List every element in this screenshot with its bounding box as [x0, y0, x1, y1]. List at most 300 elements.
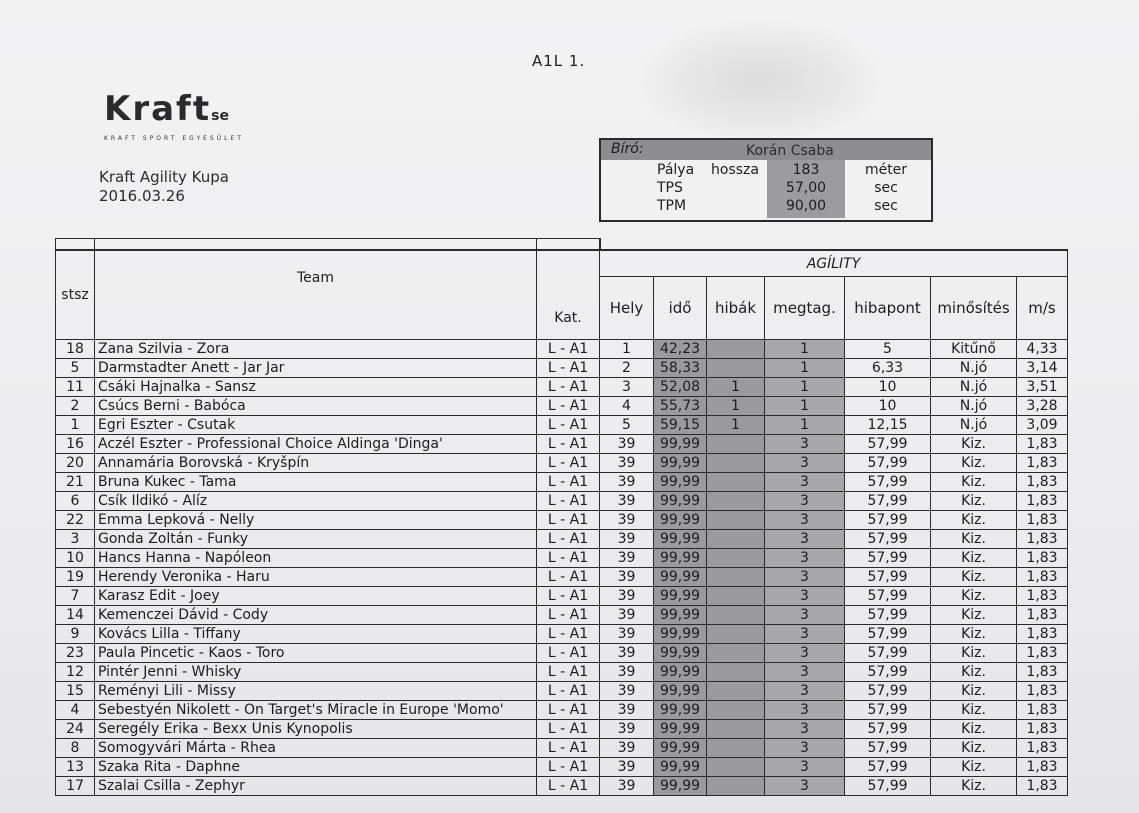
cell-ms: 3,28	[1017, 397, 1068, 416]
cell-kat: L - A1	[537, 701, 600, 720]
cell-minosites: Kiz.	[931, 530, 1017, 549]
cell-ido: 99,99	[654, 530, 707, 549]
cell-hibapont: 57,99	[845, 492, 931, 511]
cell-ido: 99,99	[654, 663, 707, 682]
cell-ms: 1,83	[1017, 492, 1068, 511]
cell-stsz: 23	[56, 644, 95, 663]
cell-ms: 1,83	[1017, 644, 1068, 663]
table-row	[56, 416, 1068, 435]
table-row	[56, 549, 1068, 568]
table-row	[56, 663, 1068, 682]
cell-stsz: 15	[56, 682, 95, 701]
cell-hely: 39	[600, 606, 654, 625]
cell-stsz: 8	[56, 739, 95, 758]
cell-hibak	[707, 720, 765, 739]
cell-hely: 39	[600, 492, 654, 511]
table-row	[56, 644, 1068, 663]
cell-hely: 2	[600, 359, 654, 378]
cell-minosites: Kiz.	[931, 663, 1017, 682]
cell-ido: 99,99	[654, 720, 707, 739]
cell-minosites: Kiz.	[931, 682, 1017, 701]
cell-ms: 1,83	[1017, 682, 1068, 701]
event-date: 2016.03.26	[99, 187, 185, 205]
judge-row-unit: sec	[874, 198, 898, 214]
cell-kat: L - A1	[537, 530, 600, 549]
cell-minosites: Kiz.	[931, 720, 1017, 739]
cell-hibapont: 10	[845, 378, 931, 397]
cell-kat: L - A1	[537, 587, 600, 606]
cell-hibak	[707, 625, 765, 644]
cell-team: Hancs Hanna - Napóleon	[95, 549, 537, 568]
cell-ms: 1,83	[1017, 530, 1068, 549]
cell-ido: 99,99	[654, 758, 707, 777]
table-row	[56, 511, 1068, 530]
cell-kat: L - A1	[537, 378, 600, 397]
cell-hely: 5	[600, 416, 654, 435]
cell-hibak	[707, 530, 765, 549]
cell-hibak	[707, 568, 765, 587]
cell-team: Reményi Lili - Missy	[95, 682, 537, 701]
judge-row-value: 57,00	[785, 180, 827, 196]
table-row	[56, 777, 1068, 796]
cell-ido: 99,99	[654, 682, 707, 701]
cell-kat: L - A1	[537, 435, 600, 454]
cell-stsz: 17	[56, 777, 95, 796]
cell-ms: 1,83	[1017, 739, 1068, 758]
cell-hely: 39	[600, 568, 654, 587]
cell-ido: 55,73	[654, 397, 707, 416]
cell-hibapont: 57,99	[845, 682, 931, 701]
cell-team: Gonda Zoltán - Funky	[95, 530, 537, 549]
cell-ms: 1,83	[1017, 473, 1068, 492]
table-row	[56, 340, 1068, 359]
col-header-stsz: stsz	[56, 250, 95, 340]
cell-minosites: Kiz.	[931, 625, 1017, 644]
judge-row-tpm	[601, 198, 931, 216]
group-header-agility: AGÍLITY	[600, 250, 1068, 277]
cell-stsz: 19	[56, 568, 95, 587]
cell-stsz: 4	[56, 701, 95, 720]
cell-megtag: 1	[765, 340, 845, 359]
cell-ms: 1,83	[1017, 606, 1068, 625]
judge-row-label: TPS	[657, 180, 683, 196]
cell-hibak	[707, 701, 765, 720]
cell-ms: 3,09	[1017, 416, 1068, 435]
cell-kat: L - A1	[537, 397, 600, 416]
table-row	[56, 720, 1068, 739]
cell-kat: L - A1	[537, 549, 600, 568]
cell-stsz: 3	[56, 530, 95, 549]
cell-kat: L - A1	[537, 720, 600, 739]
cell-minosites: Kiz.	[931, 568, 1017, 587]
cell-megtag: 3	[765, 587, 845, 606]
cell-hibak	[707, 739, 765, 758]
cell-hibak	[707, 644, 765, 663]
cell-stsz: 21	[56, 473, 95, 492]
cell-stsz: 12	[56, 663, 95, 682]
logo-word: Kraft	[104, 89, 212, 129]
cell-hibak	[707, 549, 765, 568]
cell-kat: L - A1	[537, 644, 600, 663]
cell-hibapont: 57,99	[845, 701, 931, 720]
cell-team: Szalai Csilla - Zephyr	[95, 777, 537, 796]
cell-hibak	[707, 454, 765, 473]
cell-team: Emma Lepková - Nelly	[95, 511, 537, 530]
cell-megtag: 1	[765, 359, 845, 378]
cell-hibapont: 57,99	[845, 720, 931, 739]
table-row	[56, 682, 1068, 701]
cell-hibapont: 57,99	[845, 587, 931, 606]
col-header-kat: Kat.	[537, 250, 600, 340]
judge-row-course	[601, 162, 931, 180]
cell-hely: 39	[600, 549, 654, 568]
event-info	[99, 168, 229, 206]
cell-stsz: 22	[56, 511, 95, 530]
cell-team: Kovács Lilla - Tiffany	[95, 625, 537, 644]
table-row	[56, 473, 1068, 492]
cell-hely: 39	[600, 454, 654, 473]
cell-team: Zana Szilvia - Zora	[95, 340, 537, 359]
cell-ido: 99,99	[654, 473, 707, 492]
table-row	[56, 435, 1068, 454]
cell-megtag: 3	[765, 549, 845, 568]
cell-team: Aczél Eszter - Professional Choice Aldinga 'Dinga'	[95, 435, 537, 454]
cell-stsz: 6	[56, 492, 95, 511]
cell-minosites: N.jó	[931, 359, 1017, 378]
cell-hibak	[707, 682, 765, 701]
results-table	[55, 238, 1068, 796]
cell-minosites: Kiz.	[931, 606, 1017, 625]
cell-ms: 1,83	[1017, 625, 1068, 644]
judge-row-value: 183	[792, 162, 820, 178]
cell-megtag: 1	[765, 416, 845, 435]
cell-hibak	[707, 359, 765, 378]
cell-kat: L - A1	[537, 359, 600, 378]
cell-megtag: 3	[765, 720, 845, 739]
cell-ido: 99,99	[654, 568, 707, 587]
cell-ms: 1,83	[1017, 549, 1068, 568]
table-row	[56, 758, 1068, 777]
cell-team: Sebestyén Nikolett - On Target's Miracle in Europe 'Momo'	[95, 701, 537, 720]
cell-hibak	[707, 492, 765, 511]
cell-stsz: 1	[56, 416, 95, 435]
col-header-ido: idő	[654, 277, 707, 340]
cell-hibapont: 12,15	[845, 416, 931, 435]
cell-hibapont: 57,99	[845, 435, 931, 454]
cell-megtag: 3	[765, 454, 845, 473]
cell-hibapont: 5	[845, 340, 931, 359]
judge-row-label: Pálya	[657, 162, 695, 178]
cell-ido: 99,99	[654, 454, 707, 473]
cell-ido: 52,08	[654, 378, 707, 397]
cell-hely: 39	[600, 511, 654, 530]
cell-kat: L - A1	[537, 606, 600, 625]
cell-team: Csík Ildikó - Alíz	[95, 492, 537, 511]
cell-hibak	[707, 435, 765, 454]
cell-team: Kemenczei Dávid - Cody	[95, 606, 537, 625]
cell-stsz: 13	[56, 758, 95, 777]
cell-kat: L - A1	[537, 568, 600, 587]
cell-ms: 1,83	[1017, 701, 1068, 720]
cell-hibapont: 10	[845, 397, 931, 416]
cell-hely: 39	[600, 701, 654, 720]
cell-megtag: 3	[765, 568, 845, 587]
cell-team: Csúcs Berni - Babóca	[95, 397, 537, 416]
table-group-row	[56, 250, 1068, 277]
cell-hibapont: 57,99	[845, 739, 931, 758]
cell-megtag: 1	[765, 378, 845, 397]
cell-stsz: 5	[56, 359, 95, 378]
cell-ms: 3,14	[1017, 359, 1068, 378]
cell-kat: L - A1	[537, 758, 600, 777]
cell-megtag: 3	[765, 511, 845, 530]
cell-ido: 99,99	[654, 511, 707, 530]
cell-megtag: 3	[765, 530, 845, 549]
event-title: Kraft Agility Kupa	[99, 168, 229, 186]
cell-stsz: 14	[56, 606, 95, 625]
cell-kat: L - A1	[537, 340, 600, 359]
cell-hely: 39	[600, 682, 654, 701]
cell-megtag: 1	[765, 397, 845, 416]
col-header-megtag: megtag.	[765, 277, 845, 340]
cell-hely: 3	[600, 378, 654, 397]
cell-ido: 58,33	[654, 359, 707, 378]
cell-minosites: Kiz.	[931, 758, 1017, 777]
cell-minosites: N.jó	[931, 416, 1017, 435]
cell-minosites: N.jó	[931, 397, 1017, 416]
cell-hibak	[707, 340, 765, 359]
cell-hely: 39	[600, 777, 654, 796]
cell-stsz: 24	[56, 720, 95, 739]
cell-megtag: 3	[765, 435, 845, 454]
cell-hibak	[707, 473, 765, 492]
cell-stsz: 16	[56, 435, 95, 454]
table-spacer-row	[56, 239, 1068, 251]
cell-hibak	[707, 663, 765, 682]
cell-hely: 39	[600, 473, 654, 492]
cell-hibapont: 57,99	[845, 530, 931, 549]
cell-hely: 4	[600, 397, 654, 416]
cell-ido: 99,99	[654, 701, 707, 720]
cell-stsz: 11	[56, 378, 95, 397]
cell-hely: 39	[600, 644, 654, 663]
table-row	[56, 397, 1068, 416]
cell-hibak	[707, 758, 765, 777]
cell-kat: L - A1	[537, 777, 600, 796]
cell-megtag: 3	[765, 492, 845, 511]
cell-hibapont: 57,99	[845, 568, 931, 587]
cell-kat: L - A1	[537, 682, 600, 701]
cell-team: Darmstadter Anett - Jar Jar	[95, 359, 537, 378]
cell-megtag: 3	[765, 644, 845, 663]
table-row	[56, 739, 1068, 758]
logo-suffix: se	[211, 108, 229, 124]
cell-ms: 1,83	[1017, 435, 1068, 454]
judge-box	[599, 138, 933, 222]
results-body	[56, 340, 1068, 796]
paper-smudge	[640, 20, 880, 140]
col-header-hibak: hibák	[707, 277, 765, 340]
cell-hibak	[707, 777, 765, 796]
cell-minosites: Kiz.	[931, 473, 1017, 492]
table-row	[56, 568, 1068, 587]
cell-hely: 39	[600, 739, 654, 758]
table-row	[56, 701, 1068, 720]
cell-ms: 1,83	[1017, 777, 1068, 796]
cell-minosites: Kiz.	[931, 739, 1017, 758]
cell-hibak	[707, 587, 765, 606]
cell-ms: 1,83	[1017, 663, 1068, 682]
cell-team: Paula Pincetic - Kaos - Toro	[95, 644, 537, 663]
cell-ms: 1,83	[1017, 720, 1068, 739]
cell-team: Seregély Erika - Bexx Unis Kynopolis	[95, 720, 537, 739]
cell-kat: L - A1	[537, 663, 600, 682]
cell-hibapont: 57,99	[845, 511, 931, 530]
cell-hibapont: 57,99	[845, 758, 931, 777]
cell-ido: 99,99	[654, 739, 707, 758]
cell-kat: L - A1	[537, 625, 600, 644]
cell-stsz: 7	[56, 587, 95, 606]
cell-kat: L - A1	[537, 511, 600, 530]
cell-team: Szaka Rita - Daphne	[95, 758, 537, 777]
cell-team: Karasz Edit - Joey	[95, 587, 537, 606]
cell-ms: 4,33	[1017, 340, 1068, 359]
cell-ido: 59,15	[654, 416, 707, 435]
judge-row-tps	[601, 180, 931, 198]
cell-ido: 99,99	[654, 644, 707, 663]
cell-team: Herendy Veronika - Haru	[95, 568, 537, 587]
cell-team: Bruna Kukec - Tama	[95, 473, 537, 492]
cell-hely: 39	[600, 720, 654, 739]
cell-megtag: 3	[765, 739, 845, 758]
cell-kat: L - A1	[537, 454, 600, 473]
cell-hibapont: 57,99	[845, 549, 931, 568]
judge-header	[601, 140, 931, 160]
col-header-hibapont: hibapont	[845, 277, 931, 340]
cell-kat: L - A1	[537, 416, 600, 435]
cell-megtag: 3	[765, 625, 845, 644]
cell-hely: 39	[600, 625, 654, 644]
cell-ido: 99,99	[654, 587, 707, 606]
cell-team: Egri Eszter - Csutak	[95, 416, 537, 435]
cell-hibapont: 6,33	[845, 359, 931, 378]
table-row	[56, 492, 1068, 511]
cell-megtag: 3	[765, 701, 845, 720]
table-row	[56, 587, 1068, 606]
table-row	[56, 530, 1068, 549]
cell-kat: L - A1	[537, 739, 600, 758]
table-row	[56, 625, 1068, 644]
cell-ido: 99,99	[654, 435, 707, 454]
cell-ms: 1,83	[1017, 758, 1068, 777]
cell-minosites: Kiz.	[931, 549, 1017, 568]
cell-minosites: Kiz.	[931, 511, 1017, 530]
cell-minosites: Kitűnő	[931, 340, 1017, 359]
cell-ido: 99,99	[654, 492, 707, 511]
cell-stsz: 20	[56, 454, 95, 473]
cell-hibapont: 57,99	[845, 663, 931, 682]
cell-hibak: 1	[707, 378, 765, 397]
cell-hely: 39	[600, 435, 654, 454]
cell-ido: 42,23	[654, 340, 707, 359]
cell-team: Annamária Borovská - Kryšpín	[95, 454, 537, 473]
table-row	[56, 378, 1068, 397]
judge-row-label-b: hossza	[711, 162, 759, 178]
cell-megtag: 3	[765, 473, 845, 492]
cell-hely: 1	[600, 340, 654, 359]
cell-megtag: 3	[765, 758, 845, 777]
cell-ms: 3,51	[1017, 378, 1068, 397]
page-code: A1L 1.	[532, 52, 586, 70]
cell-minosites: Kiz.	[931, 587, 1017, 606]
cell-hibak	[707, 511, 765, 530]
cell-ido: 99,99	[654, 606, 707, 625]
cell-hibapont: 57,99	[845, 777, 931, 796]
cell-stsz: 10	[56, 549, 95, 568]
judge-name: Korán Csaba	[746, 143, 834, 159]
cell-team: Somogyvári Márta - Rhea	[95, 739, 537, 758]
cell-hely: 39	[600, 758, 654, 777]
judge-row-label: TPM	[657, 198, 687, 214]
table-row	[56, 606, 1068, 625]
cell-ido: 99,99	[654, 549, 707, 568]
cell-kat: L - A1	[537, 473, 600, 492]
cell-megtag: 3	[765, 777, 845, 796]
cell-hibapont: 57,99	[845, 625, 931, 644]
cell-hibapont: 57,99	[845, 473, 931, 492]
cell-ms: 1,83	[1017, 587, 1068, 606]
judge-row-value: 90,00	[785, 198, 827, 214]
cell-hibak: 1	[707, 416, 765, 435]
cell-minosites: Kiz.	[931, 644, 1017, 663]
kraft-logo	[104, 89, 244, 142]
cell-team: Pintér Jenni - Whisky	[95, 663, 537, 682]
cell-hely: 39	[600, 587, 654, 606]
cell-minosites: N.jó	[931, 378, 1017, 397]
cell-hely: 39	[600, 530, 654, 549]
cell-stsz: 18	[56, 340, 95, 359]
cell-ido: 99,99	[654, 625, 707, 644]
logo-subtitle: KRAFT SPORT EGYESÜLET	[104, 135, 244, 142]
col-header-ms: m/s	[1017, 277, 1068, 340]
cell-stsz: 9	[56, 625, 95, 644]
cell-hibapont: 57,99	[845, 454, 931, 473]
judge-label: Bíró:	[611, 141, 644, 157]
cell-megtag: 3	[765, 663, 845, 682]
col-header-hely: Hely	[600, 277, 654, 340]
cell-megtag: 3	[765, 682, 845, 701]
judge-row-unit: méter	[864, 162, 908, 178]
cell-megtag: 3	[765, 606, 845, 625]
cell-hibak: 1	[707, 397, 765, 416]
table-row	[56, 454, 1068, 473]
cell-stsz: 2	[56, 397, 95, 416]
table-row	[56, 359, 1068, 378]
cell-ido: 99,99	[654, 777, 707, 796]
cell-minosites: Kiz.	[931, 454, 1017, 473]
cell-minosites: Kiz.	[931, 777, 1017, 796]
cell-kat: L - A1	[537, 492, 600, 511]
cell-minosites: Kiz.	[931, 701, 1017, 720]
cell-minosites: Kiz.	[931, 492, 1017, 511]
cell-hibapont: 57,99	[845, 644, 931, 663]
cell-team: Csáki Hajnalka - Sansz	[95, 378, 537, 397]
cell-minosites: Kiz.	[931, 435, 1017, 454]
cell-hely: 39	[600, 663, 654, 682]
col-header-minosites: minősítés	[931, 277, 1017, 340]
cell-ms: 1,83	[1017, 454, 1068, 473]
judge-row-unit: sec	[874, 180, 898, 196]
